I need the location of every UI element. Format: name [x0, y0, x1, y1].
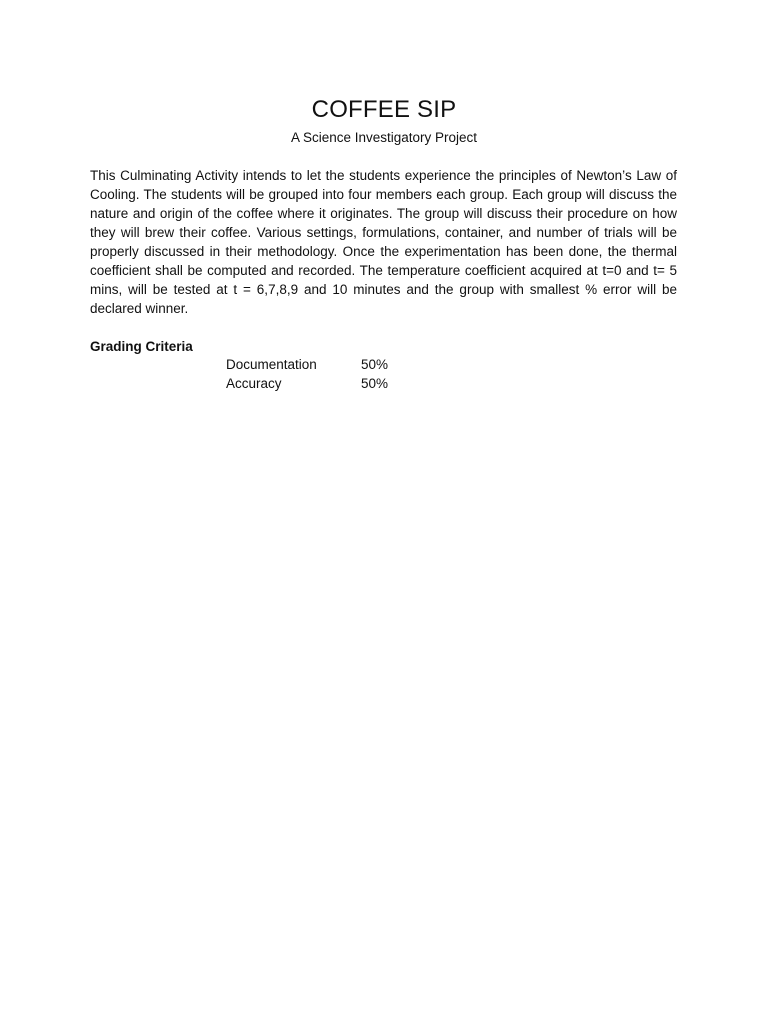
criteria-label: Accuracy [226, 376, 282, 391]
criteria-percent: 50% [361, 357, 389, 372]
criteria-label: Documentation [226, 357, 317, 372]
criteria-percent: 50% [361, 376, 389, 391]
grading-criteria-row [226, 355, 426, 374]
grading-criteria-heading: Grading Criteria [90, 339, 193, 354]
body-paragraph: This Culminating Activity intends to let the students experience the principles of Newton’s Law of Cooling. The students will be grouped into four members each group. Each group will discuss the nature and origin of the coffee where it originates. The group will discuss their procedure on how they will brew their coffee. Various settings, formulations, container, and number of trials will be properly discussed in their methodology. Once the experimentation has been done, the thermal coefficient shall be computed and recorded. The temperature coefficient acquired at t=0 and t= 5 mins, will be tested at t = 6,7,8,9 and 10 minutes and the group with smallest % error will be declared winner. [90, 168, 677, 316]
document-title: COFFEE SIP [311, 96, 457, 123]
document-subtitle: A Science Investigatory Project [290, 130, 478, 145]
grading-criteria-row [226, 374, 426, 393]
